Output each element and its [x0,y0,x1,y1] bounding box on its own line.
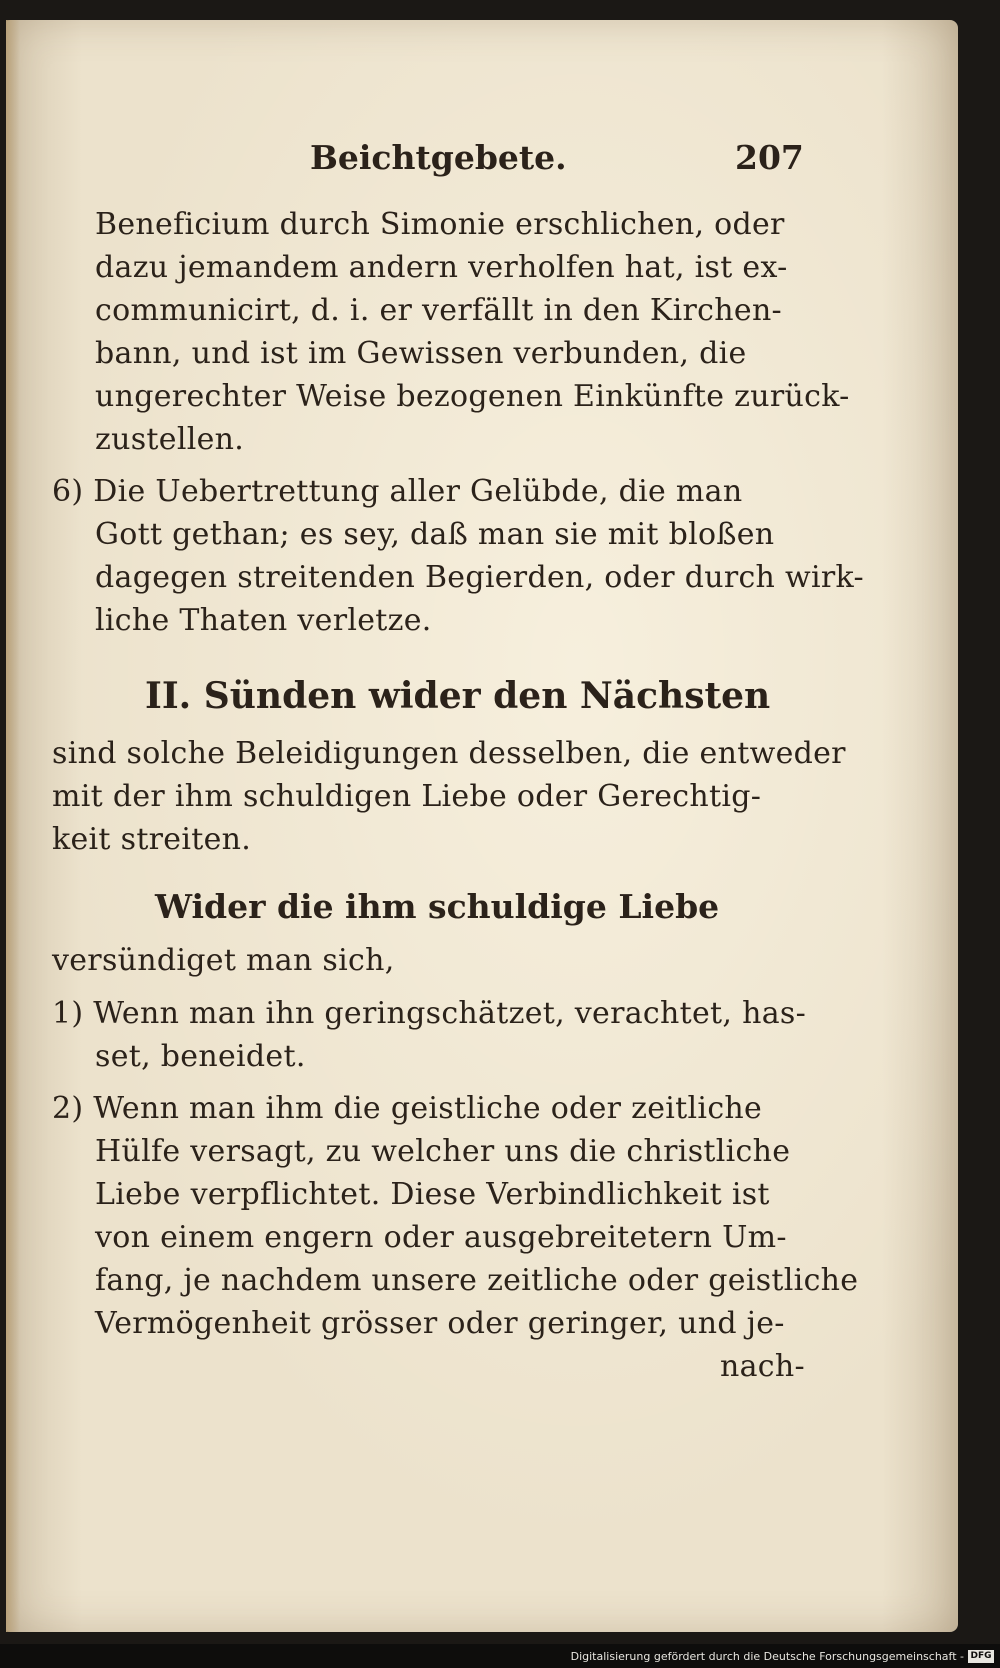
sub-line: versündiget man sich, [52,943,395,978]
body-line: communicirt, d. i. er verfällt in den Kirchen- [95,293,782,328]
sub-line: Liebe verpflichtet. Diese Verbindlichkeit ist [95,1177,770,1212]
list-item-6: 6) Die Uebertrettung aller Gelübde, die man [52,474,743,509]
section-line: sind solche Beleidigungen desselben, die entweder [52,736,846,771]
body-line: dagegen streitenden Begierden, oder durch wirk- [95,560,864,595]
dfg-logo: DFG [968,1650,994,1663]
list-item-2: 2) Wenn man ihm die geistliche oder zeitliche [52,1091,763,1126]
running-head: Beichtgebete. [310,138,567,177]
catchword: nach- [720,1349,805,1384]
body-line: Beneficium durch Simonie erschlichen, oder [95,207,785,242]
body-line: zustellen. [95,422,245,457]
subheading: Wider die ihm schuldige Liebe [155,887,720,926]
section-line: mit der ihm schuldigen Liebe oder Gerechtig- [52,779,762,814]
sub-line: fang, je nachdem unsere zeitliche oder geistliche [95,1263,859,1298]
body-line: ungerechter Weise bezogenen Einkünfte zurück- [95,379,850,414]
body-line: bann, und ist im Gewissen verbunden, die [95,336,747,371]
body-line: Gott gethan; es sey, daß man sie mit bloßen [95,517,775,552]
page-gutter [6,20,20,1632]
sub-line: set, beneidet. [95,1039,306,1074]
funding-credit: Digitalisierung gefördert durch die Deutsche Forschungsgemeinschaft - [570,1650,964,1663]
sub-line: Vermögenheit grösser oder geringer, und je- [95,1306,785,1341]
sub-line: Hülfe versagt, zu welcher uns die christliche [95,1134,791,1169]
sub-line: von einem engern oder ausgebreitetern Um- [95,1220,787,1255]
body-line: liche Thaten verletze. [95,603,432,638]
section-heading: II. Sünden wider den Nächsten [145,675,771,717]
body-line: dazu jemandem andern verholfen hat, ist ex- [95,250,788,285]
list-item-1: 1) Wenn man ihn geringschätzet, verachtet, has- [52,996,807,1031]
section-line: keit streiten. [52,822,252,857]
page-number: 207 [735,138,804,177]
